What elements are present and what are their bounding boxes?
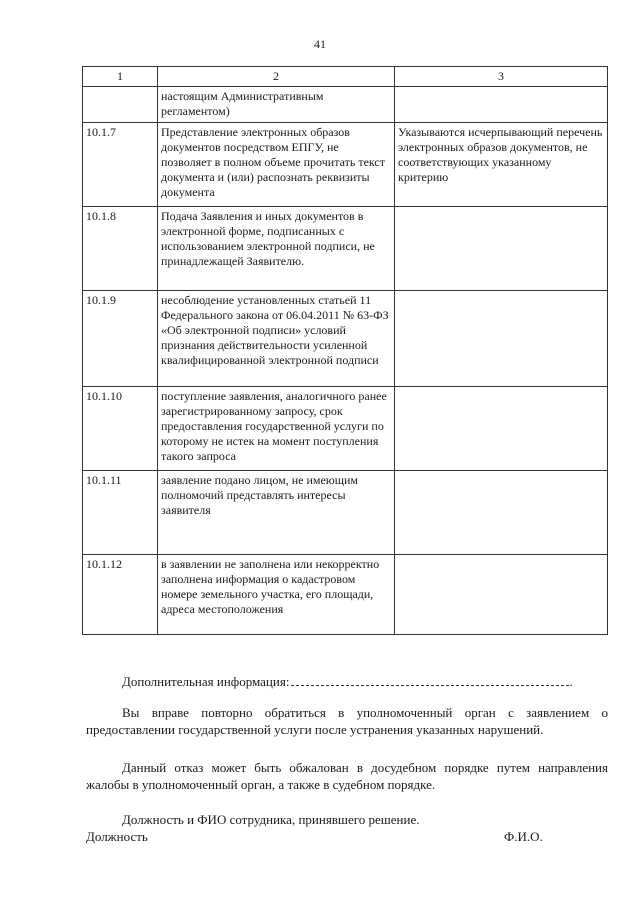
- row-code-cell: 10.1.9: [83, 291, 158, 387]
- row-code-cell: 10.1.10: [83, 387, 158, 471]
- table-row: [83, 471, 608, 555]
- row-explanation-cell: [395, 87, 608, 123]
- row-reason-cell: в заявлении не заполнена или некорректно заполнена информация о кадастровом номере земельного участка, его площади, адреса местоположения: [158, 555, 395, 635]
- table-row: [83, 87, 608, 123]
- signature-position: Должность: [86, 829, 148, 844]
- additional-info-label: Дополнительная информация:: [122, 674, 290, 689]
- row-explanation-cell: [395, 207, 608, 291]
- row-reason-cell: настоящим Административным регламентом): [158, 87, 395, 123]
- header-cell-2: 2: [158, 67, 395, 87]
- row-explanation-cell: [395, 471, 608, 555]
- appeal-paragraph: Данный отказ может быть обжалован в досудебном порядке путем направления жалобы в уполномоченный орган, а также в судебном порядке.: [86, 760, 608, 792]
- row-explanation-cell: [395, 387, 608, 471]
- row-code-cell: 10.1.7: [83, 123, 158, 207]
- row-code-cell: [83, 87, 158, 123]
- table-body: [83, 67, 608, 635]
- resubmit-paragraph: Вы вправе повторно обратиться в уполномоченный орган с заявлением о предоставлении государственной услуги после устранения указанных нарушений.: [86, 705, 608, 737]
- table-row: [83, 123, 608, 207]
- refusal-reasons-table: [82, 66, 608, 635]
- header-cell-1: 1: [83, 67, 158, 87]
- table-row: [83, 291, 608, 387]
- table-header-row: [83, 67, 608, 87]
- row-code-cell: 10.1.12: [83, 555, 158, 635]
- header-cell-3: 3: [395, 67, 608, 87]
- row-reason-cell: заявление подано лицом, не имеющим полномочий представлять интересы заявителя: [158, 471, 395, 555]
- table-row: [83, 555, 608, 635]
- row-explanation-cell: [395, 291, 608, 387]
- additional-info-end: .: [569, 674, 573, 689]
- row-code-cell: 10.1.8: [83, 207, 158, 291]
- page-number: 41: [314, 37, 326, 51]
- row-reason-cell: Подача Заявления и иных документов в электронной форме, подписанных с использованием электронной подписи, не принадлежащей Заявителю.: [158, 207, 395, 291]
- additional-info-line: [122, 674, 573, 690]
- signature-heading: Должность и ФИО сотрудника, принявшего решение.: [122, 812, 420, 827]
- row-code-cell: 10.1.11: [83, 471, 158, 555]
- row-reason-cell: поступление заявления, аналогичного ранее зарегистрированному запросу, срок предоставления государственной услуги по которому не истек на момент поступления такого запроса: [158, 387, 395, 471]
- signature-name: Ф.И.О.: [504, 829, 543, 844]
- table-row: [83, 207, 608, 291]
- additional-info-blank: [291, 685, 569, 686]
- row-reason-cell: несоблюдение установленных статьей 11 Федерального закона от 06.04.2011 № 63-ФЗ «Об электронной подписи» условий признания действительности усиленной квалифицированной электронной подписи: [158, 291, 395, 387]
- row-explanation-cell: [395, 555, 608, 635]
- row-reason-cell: Представление электронных образов документов посредством ЕПГУ, не позволяет в полном объеме прочитать текст документа и (или) распознать реквизиты документа: [158, 123, 395, 207]
- table-row: [83, 387, 608, 471]
- row-explanation-cell: Указываются исчерпывающий перечень электронных образов документов, не соответствующих указанному критерию: [395, 123, 608, 207]
